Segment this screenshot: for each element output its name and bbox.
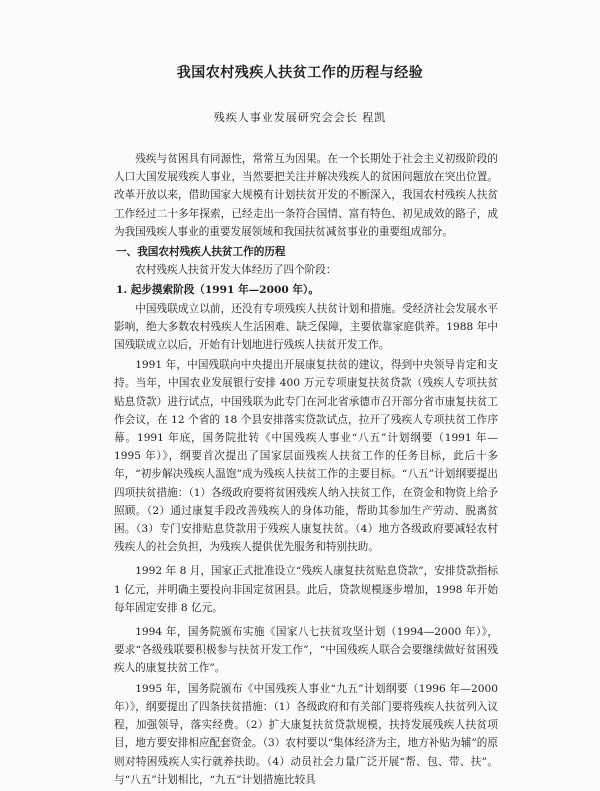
paragraph: 1992 年 8 月，国家正式批准设立“残疾人康复扶贫贴息贷款”，安排贷款指标 1 亿元，并明确主要投向非国定贫困县。此后，贷款规模逐步增加，1998 年开始每年固定安排 8 亿元。 (114, 565, 498, 614)
paragraph-stages-intro: 农村残疾人扶贫开发大体经历了四个阶段： (135, 264, 337, 277)
paragraph: 1994 年，国务院颁布实施《国家八七扶贫攻坚计划（1994—2000 年）》，要求“各级残联要积极参与扶贫开发工作”，“中国残疾人联合会要继续做好贫困残疾人的康复扶贫工作”。 (114, 626, 498, 675)
subsection-heading-1: 1. 起步摸索阶段（1991 年—2000 年）。 (116, 284, 319, 297)
section-heading-1: 一、我国农村残疾人扶贫工作的历程 (116, 246, 286, 259)
paragraph: 1991 年，中国残联向中央提出开展康复扶贫的建议，得到中央领导肯定和支持。当年，中国农业发展银行安排 400 万元专项康复扶贫贷款（残疾人专项扶贫贴息贷款）进行试点，中国残联为此专门在河北省承德市召开部分省市康复扶贫工作会议，在 12 个省的 18 个县安排落实贷款试点，拉开了残疾人专项扶贫工作序幕。1991 年底，国务院批转《中国残疾人事业“八五”计划纲要（1991 年—1995 年）》，纲要首次提出了国家层面残疾人扶贫工作的任务目标，此后十多年，“初步解决残疾人温饱”成为残疾人扶贫工作的主要目标。“八五”计划纲要提出四项扶贫措施：（1）各级政府要将贫困残疾人纳入扶贫工作，在资金和物资上给予照顾。（2）通过康复手段改善残疾人的身体功能，帮助其参加生产劳动、脱离贫困。（3）专门安排贴息贷款用于残疾人康复扶贫。（4）地方各级政府要减轻农村残疾人的社会负担，为残疾人提供优先服务和特别扶助。 (114, 359, 498, 554)
paragraph-intro: 残疾与贫困具有同源性，常常互为因果。在一个长期处于社会主义初级阶段的人口大国发展残疾人事业，当然要把关注并解决残疾人的贫困问题放在突出位置。改革开放以来，借助国家大规模有计划扶贫开发的不断深入，我国农村残疾人扶贫工作经过二十多年探索，已经走出一条符合国情、富有特色、初见成效的路子，成为我国残疾人事业的重要发展领域和我国扶贫减贫事业的重要组成部分。 (114, 153, 498, 238)
paragraph: 1995 年，国务院颁布《中国残疾人事业“九五”计划纲要（1996 年—2000 年）》，纲要提出了四条扶贫措施：（1）各级政府和有关部门要将残疾人扶贫列入议程，加强领导，落实经费。（2）扩大康复扶贫贷款规模，扶持发展残疾人扶贫项目，地方要安排相应配套资金。（3）农村要以“集体经济为主，地方补贴为辅”的原则对特困残疾人实行就养扶助。（4）动员社会力量广泛开展“帮、包、带、扶”。与“八五”计划相比，“九五”计划措施比较具 (114, 682, 498, 786)
paragraph: 中国残联成立以前，还没有专项残疾人扶贫计划和措施。受经济社会发展水平影响，绝大多数农村残疾人生活困难、缺乏保障，主要依靠家庭供养。1988 年中国残联成立以后，开始有计划地进行残疾人扶贫开发工作。 (114, 302, 498, 352)
author-byline: 残疾人事业发展研究会会长 程凯 (213, 111, 387, 124)
article-body (114, 150, 498, 791)
page-title: 我国农村残疾人扶贫工作的历程与经验 (176, 65, 424, 81)
